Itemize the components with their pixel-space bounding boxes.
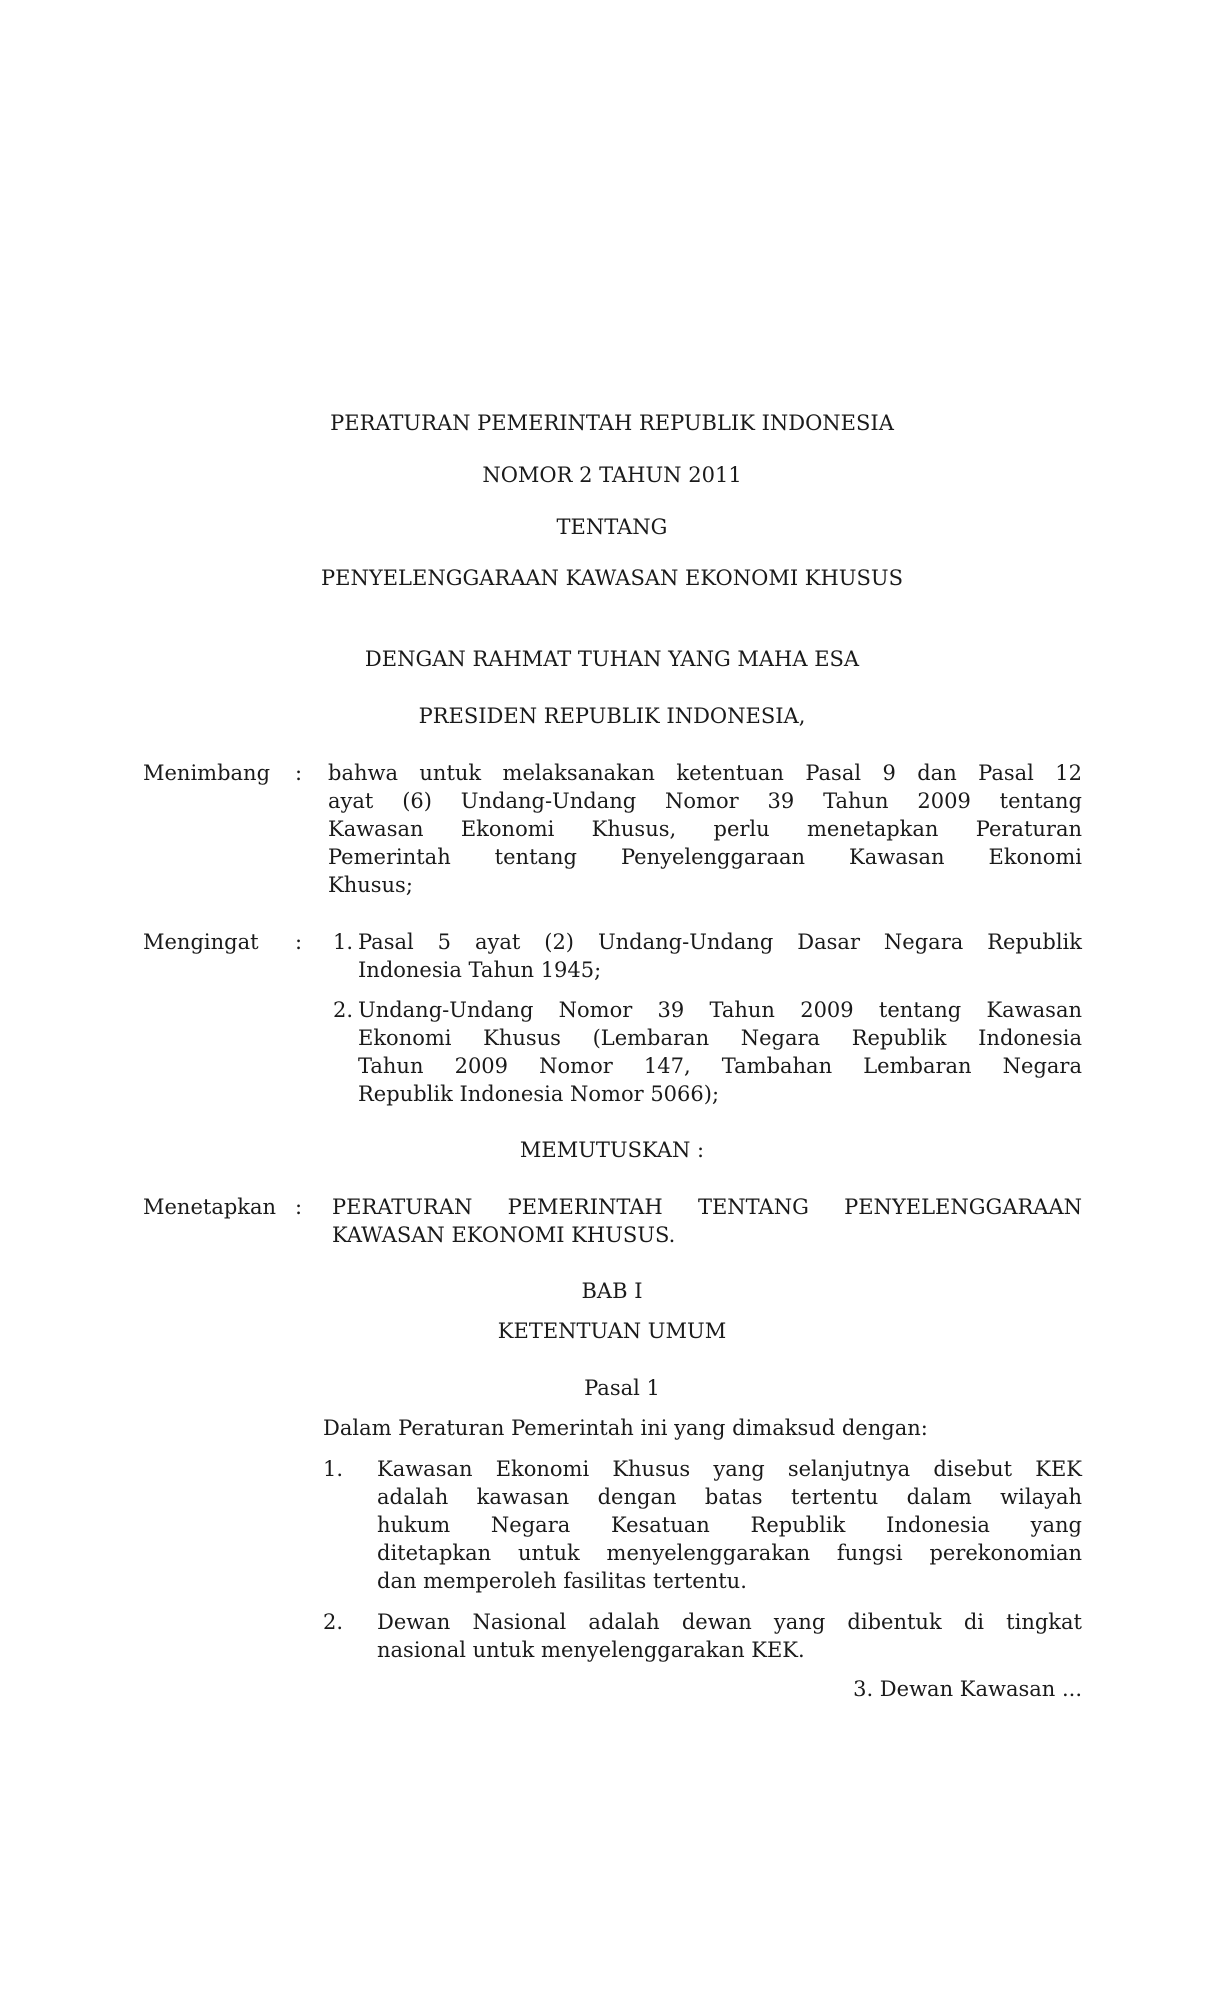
- definition-line: nasional untuk menyelenggarakan KEK.: [377, 1638, 805, 1662]
- mengingat-line: Indonesia Tahun 1945;: [358, 958, 602, 982]
- issuer: PRESIDEN REPUBLIK INDONESIA,: [418, 704, 806, 728]
- definition-line: adalah kawasan dengan batas tertentu dalam wilayah: [377, 1485, 1082, 1509]
- menimbang-line: Kawasan Ekonomi Khusus, perlu menetapkan Peraturan: [328, 817, 1082, 841]
- mengingat-line: Pasal 5 ayat (2) Undang-Undang Dasar Negara Republik: [358, 930, 1082, 954]
- document-about: TENTANG: [556, 515, 668, 539]
- definition-line: Kawasan Ekonomi Khusus yang selanjutnya disebut KEK: [377, 1457, 1082, 1481]
- definition-line: dan memperoleh fasilitas tertentu.: [377, 1569, 747, 1593]
- document-subject: PENYELENGGARAAN KAWASAN EKONOMI KHUSUS: [321, 566, 903, 590]
- mengingat-line: Ekonomi Khusus (Lembaran Negara Republik Indonesia: [358, 1026, 1082, 1050]
- document-number: NOMOR 2 TAHUN 2011: [482, 463, 742, 487]
- mengingat-item-number: 1.: [333, 930, 354, 954]
- definition-item: [377, 1455, 1082, 1595]
- mengingat-label: Mengingat: [143, 930, 259, 954]
- mengingat-item: [358, 996, 1082, 1108]
- menimbang-colon: :: [295, 761, 303, 785]
- chapter-title: KETENTUAN UMUM: [497, 1319, 727, 1343]
- menimbang-line: Pemerintah tentang Penyelenggaraan Kawasan Ekonomi: [328, 845, 1082, 869]
- menimbang-line: Khusus;: [328, 873, 413, 897]
- mengingat-item-number: 2.: [333, 998, 354, 1022]
- article-intro: Dalam Peraturan Pemerintah ini yang dimaksud dengan:: [323, 1416, 928, 1440]
- menetapkan-line: PERATURAN PEMERINTAH TENTANG PENYELENGGARAAN: [332, 1195, 1082, 1219]
- mengingat-item: [358, 928, 1082, 984]
- menimbang-line: bahwa untuk melaksanakan ketentuan Pasal 9 dan Pasal 12: [328, 761, 1082, 785]
- definition-line: ditetapkan untuk menyelenggarakan fungsi perekonomian: [377, 1541, 1082, 1565]
- definition-number: 1.: [323, 1457, 344, 1481]
- mengingat-line: Undang-Undang Nomor 39 Tahun 2009 tentang Kawasan: [358, 998, 1082, 1022]
- definition-item: [377, 1608, 1082, 1664]
- menetapkan-colon: :: [295, 1195, 303, 1219]
- menetapkan-label: Menetapkan: [143, 1195, 277, 1219]
- invocation: DENGAN RAHMAT TUHAN YANG MAHA ESA: [364, 647, 860, 671]
- page-continuation: 3. Dewan Kawasan ...: [853, 1677, 1082, 1701]
- memutuskan-heading: MEMUTUSKAN :: [519, 1138, 705, 1162]
- menimbang-label: Menimbang: [143, 761, 271, 785]
- mengingat-line: Republik Indonesia Nomor 5066);: [358, 1082, 720, 1106]
- menetapkan-line: KAWASAN EKONOMI KHUSUS.: [332, 1223, 676, 1247]
- definition-line: Dewan Nasional adalah dewan yang dibentuk di tingkat: [377, 1610, 1082, 1634]
- article-title: Pasal 1: [584, 1376, 660, 1400]
- chapter-number: BAB I: [581, 1279, 643, 1303]
- menimbang-line: ayat (6) Undang-Undang Nomor 39 Tahun 2009 tentang: [328, 789, 1082, 813]
- definition-line: hukum Negara Kesatuan Republik Indonesia yang: [377, 1513, 1082, 1537]
- definition-number: 2.: [323, 1610, 344, 1634]
- mengingat-colon: :: [295, 930, 303, 954]
- menimbang-body: [328, 759, 1082, 899]
- document-title: PERATURAN PEMERINTAH REPUBLIK INDONESIA: [330, 411, 894, 435]
- mengingat-line: Tahun 2009 Nomor 147, Tambahan Lembaran Negara: [358, 1054, 1082, 1078]
- menetapkan-body: [332, 1193, 1082, 1249]
